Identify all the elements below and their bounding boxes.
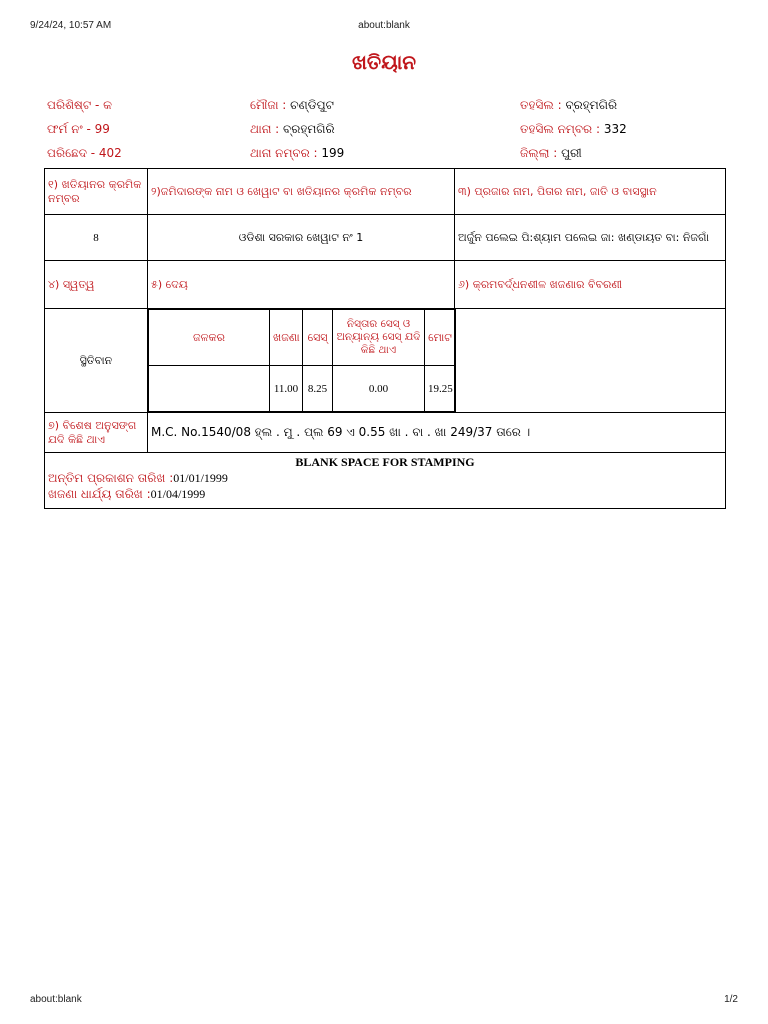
thana-number-field: ଥାନା ନମ୍ବର : 199 <box>250 146 345 160</box>
header-khajana: ଖଜଣା <box>270 310 303 366</box>
meta-row-1 <box>0 98 768 122</box>
table-row <box>149 310 456 366</box>
print-footer <box>0 994 768 1008</box>
khatian-serial-value: 8 <box>45 215 148 261</box>
header-ses: ସେସ୍ <box>303 310 333 366</box>
ses-value: 8.25 <box>303 366 333 412</box>
appendix-label: ପରିଶିଷ୍ଟ - କ <box>47 98 112 112</box>
tenant-details-value: ଅର୍ଜୁନ ପଲେଇ ପି:ଶ୍ୟାମ ପଲେଇ ଜା: ଖଣ୍ଡାୟତ ବା: ନିଜଗାଁ <box>455 215 726 261</box>
stamp-title: BLANK SPACE FOR STAMPING <box>295 455 475 469</box>
landlord-name-value: ଓଡିଶା ସରକାର ଖେୱାଟ ନଂ 1 <box>148 215 455 261</box>
dues-table <box>148 309 456 412</box>
final-publication-date: ଅନ୍ତିମ ପ୍ରକାଶନ ତାରିଖ :01/01/1999 <box>48 471 228 485</box>
print-datetime: 9/24/24, 10:57 AM <box>30 20 112 31</box>
special-remarks-value: M.C. No.1540/08 ହ୍ଲ . ମୁ . ପ୍ଲ 69 ଏ 0.55 ଖା . ବା . ଖା 249/37 ତାରେ । <box>148 413 726 453</box>
sthitiban-value: ସ୍ଥିତିବାନ <box>45 309 148 413</box>
print-url: about:blank <box>358 20 410 31</box>
mouza-field: ମୌଜା : ଚଣ୍ଡିପୁଟ <box>250 98 334 112</box>
table-row <box>45 453 726 509</box>
district-field: ଜିଲ୍ଲା : ପୁରୀ <box>520 146 582 160</box>
nistar-ses-value: 0.00 <box>333 366 425 412</box>
header-landlord-name: ୨)ଜମିଦାରଙ୍କ ନାମ ଓ ଖେୱାଟ ବା ଖତିୟାନର କ୍ରମିକ ନମ୍ବର <box>148 169 455 215</box>
thana-field: ଥାନା : ବ୍ରହ୍ମଗିରି <box>250 122 335 136</box>
meta-row-3 <box>0 146 768 170</box>
footer-url: about:blank <box>30 994 82 1005</box>
meta-row-2 <box>0 122 768 146</box>
header-tenant-details: ୩) ପ୍ରଜାର ନାମ, ପିତାର ନାମ, ଜାତି ଓ ବାସସ୍ଥାନ <box>455 169 726 215</box>
khatian-meta <box>0 98 768 170</box>
header-dues: ୫) ଦେୟ <box>148 261 455 309</box>
stamping-area <box>45 453 726 509</box>
tahasil-field: ତହସିଲ : ବ୍ରହ୍ମଗିରି <box>520 98 618 112</box>
header-total: ମୋଟ <box>425 310 456 366</box>
header-right: ୪) ସ୍ୱତ୍ୱ <box>45 261 148 309</box>
rent-assessment-date: ଖଜଣା ଧାର୍ଯ୍ୟ ତାରିଖ :01/04/1999 <box>48 487 206 501</box>
dues-breakdown <box>148 309 455 413</box>
table-row <box>45 261 726 309</box>
table-row <box>149 366 456 412</box>
chapter-number: ପରିଛେଦ - 402 <box>47 146 122 160</box>
header-special-remarks: ୭) ବିଶେଷ ଅନୁସଙ୍ଗ ଯଦି କିଛି ଥାଏ <box>45 413 148 453</box>
print-header <box>0 20 768 34</box>
header-jalakar: ଜଳକର <box>149 310 270 366</box>
rent-details-value <box>455 309 726 413</box>
table-row <box>45 169 726 215</box>
jalakar-value <box>149 366 270 412</box>
tahasil-number-field: ତହସିଲ ନମ୍ବର : 332 <box>520 122 627 136</box>
table-row <box>45 309 726 413</box>
table-row <box>45 413 726 453</box>
form-number: ଫର୍ମ ନଂ - 99 <box>47 122 110 136</box>
header-khatian-serial: ୧) ଖତିୟାନର କ୍ରମିକ ନମ୍ବର <box>45 169 148 215</box>
khatian-table <box>44 168 726 509</box>
header-nistar-ses: ନିସ୍ତାର ସେସ୍ ଓ ଅନ୍ୟାନ୍ୟ ସେସ୍ ଯଦି କିଛି ଥାଏ <box>333 310 425 366</box>
table-row <box>45 215 726 261</box>
khajana-value: 11.00 <box>270 366 303 412</box>
total-value: 19.25 <box>425 366 456 412</box>
page-title: ଖତିୟାନ <box>351 50 417 74</box>
page-number: 1/2 <box>724 994 738 1005</box>
header-rent-details: ୬) କ୍ରମବର୍ଦ୍ଧନଶୀଳ ଖଜଣାର ବିବରଣୀ <box>455 261 726 309</box>
